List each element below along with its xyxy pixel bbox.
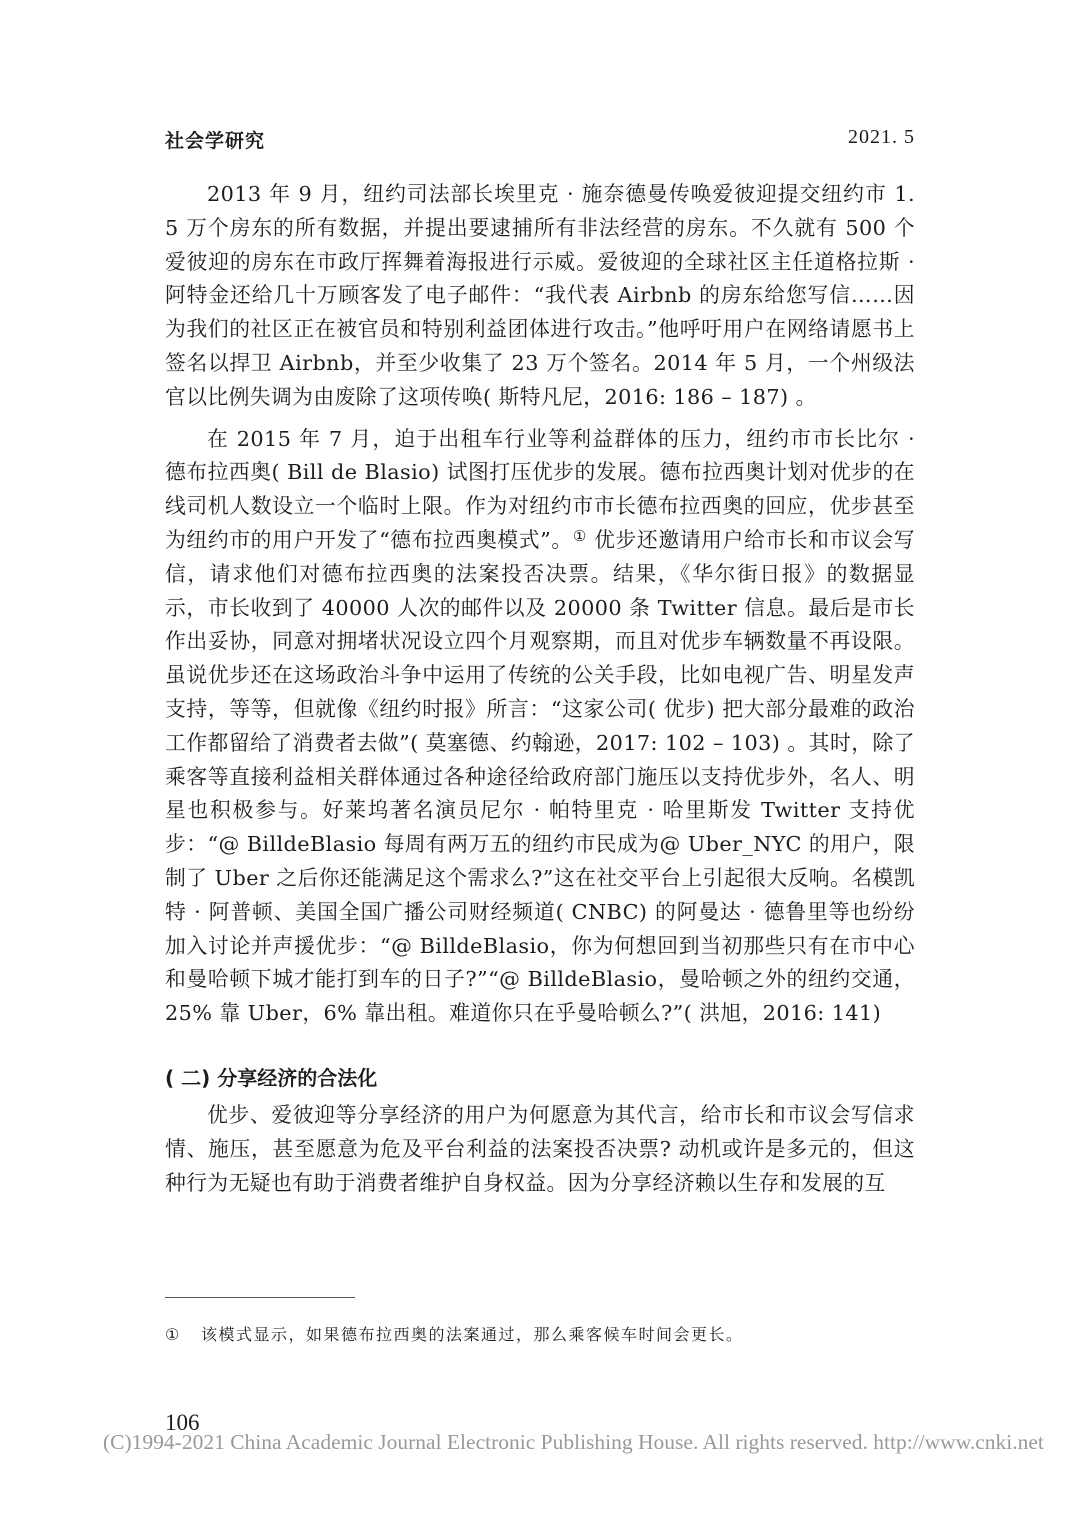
paragraph-airbnb-subpoena: 2013 年 9 月，纽约司法部长埃里克 · 施奈德曼传唤爱彼迎提交纽约市 1. 5 万个房东的所有数据，并提出要逮捕所有非法经营的房东。不久就有 500 个爱彼迎的房东在市政厅挥舞着海报进行示威。爱彼迎的全球社区主任道格拉斯 · 阿特金还给几十万顾客发了电子邮件：“我代表 Airbnb 的房东给您写信……因为我们的社区正在被官员和特别利益团体进行攻击。”他呼吁用户在网络请愿书上签名以捍卫 Airbnb，并至少收集了 23 万个签名。2014 年 5 月，一个州级法官以比例失调为由废除了这项传唤( 斯特凡尼，2016: 186 – 187) 。 xyxy=(165,182,915,409)
journal-title: 社会学研究 xyxy=(165,130,266,152)
footnote xyxy=(165,1323,744,1347)
paragraph-legitimation: 优步、爱彼迎等分享经济的用户为何愿意为其代言，给市长和市议会写信求情、施压，甚至愿意为危及平台利益的法案投否决票? 动机或许是多元的，但这种行为无疑也有助于消费者维护自身权益。因为分享经济赖以生存和发展的互 xyxy=(165,1102,915,1195)
paragraph-text-after-note: 优步还邀请用户给市长和市议会写信，请求他们对德布拉西奥的法案投否决票。结果，《华尔街日报》的数据显示，市长收到了 40000 人次的邮件以及 20000 条 Twitter 信息。最后是市长作出妥协，同意对拥堵状况设立四个月观察期，而且对优步车辆数量不再设限。虽说优步还在这场政治斗争中运用了传统的公关手段，比如电视广告、明星发声支持，等等，但就像《纽约时报》所言：“这家公司( 优步) 把大部分最难的政治工作都留给了消费者去做”( 莫塞德、约翰逊，2017: 102 – 103) 。其时，除了乘客等直接利益相关群体通过各种途径给政府部门施压以支持优步外，名人、明星也积极参与。好莱坞著名演员尼尔 · 帕特里克 · 哈里斯发 Twitter 支持优步：“@ BilldeBlasio 每周有两万五的纽约市民成为@ Uber_NYC 的用户，限制了 Uber 之后你还能满足这个需求么?”这在社交平台上引起很大反响。名模凯特 · 阿普顿、美国全国广播公司财经频道( CNBC) 的阿曼达 · 德鲁里等也纷纷加入讨论并声援优步：“@ BilldeBlasio，你为何想回到当初那些只有在市中心和曼哈顿下城才能打到车的日子?”“@ BilldeBlasio，曼哈顿之外的纽约交通，25% 靠 Uber，6% 靠出租。难道你只在乎曼哈顿么?”( 洪旭，2016: 141) xyxy=(165,527,915,1026)
running-header xyxy=(165,126,915,156)
section-heading: ( 二) 分享经济的合法化 xyxy=(165,1065,378,1090)
footnote-reference[interactable]: ① xyxy=(572,526,587,545)
article-body xyxy=(165,178,915,1200)
footnote-text: 该模式显示，如果德布拉西奥的法案通过，那么乘客候车时间会更长。 xyxy=(201,1325,744,1344)
copyright-notice: (C)1994-2021 China Academic Journal Electronic Publishing House. All rights reserved. http://www.cnki.net xyxy=(103,1430,1044,1454)
paragraph-uber-de-blasio xyxy=(165,423,915,1031)
paragraph-text-before-note: 在 2015 年 7 月，迫于出租车行业等利益群体的压力，纽约市市长比尔 · 德布拉西奥( Bill de Blasio) 试图打压优步的发展。德布拉西奥计划对优步的在线司机人数设立一个临时上限。作为对纽约市市长德布拉西奥的回应，优步甚至为纽约市的用户开发了“德布拉西奥模式”。 xyxy=(165,426,915,552)
footnote-divider xyxy=(165,1297,355,1298)
footnote-mark: ① xyxy=(165,1325,181,1344)
issue-number: 2021. 5 xyxy=(848,126,915,148)
page-number: 106 xyxy=(165,1410,200,1435)
